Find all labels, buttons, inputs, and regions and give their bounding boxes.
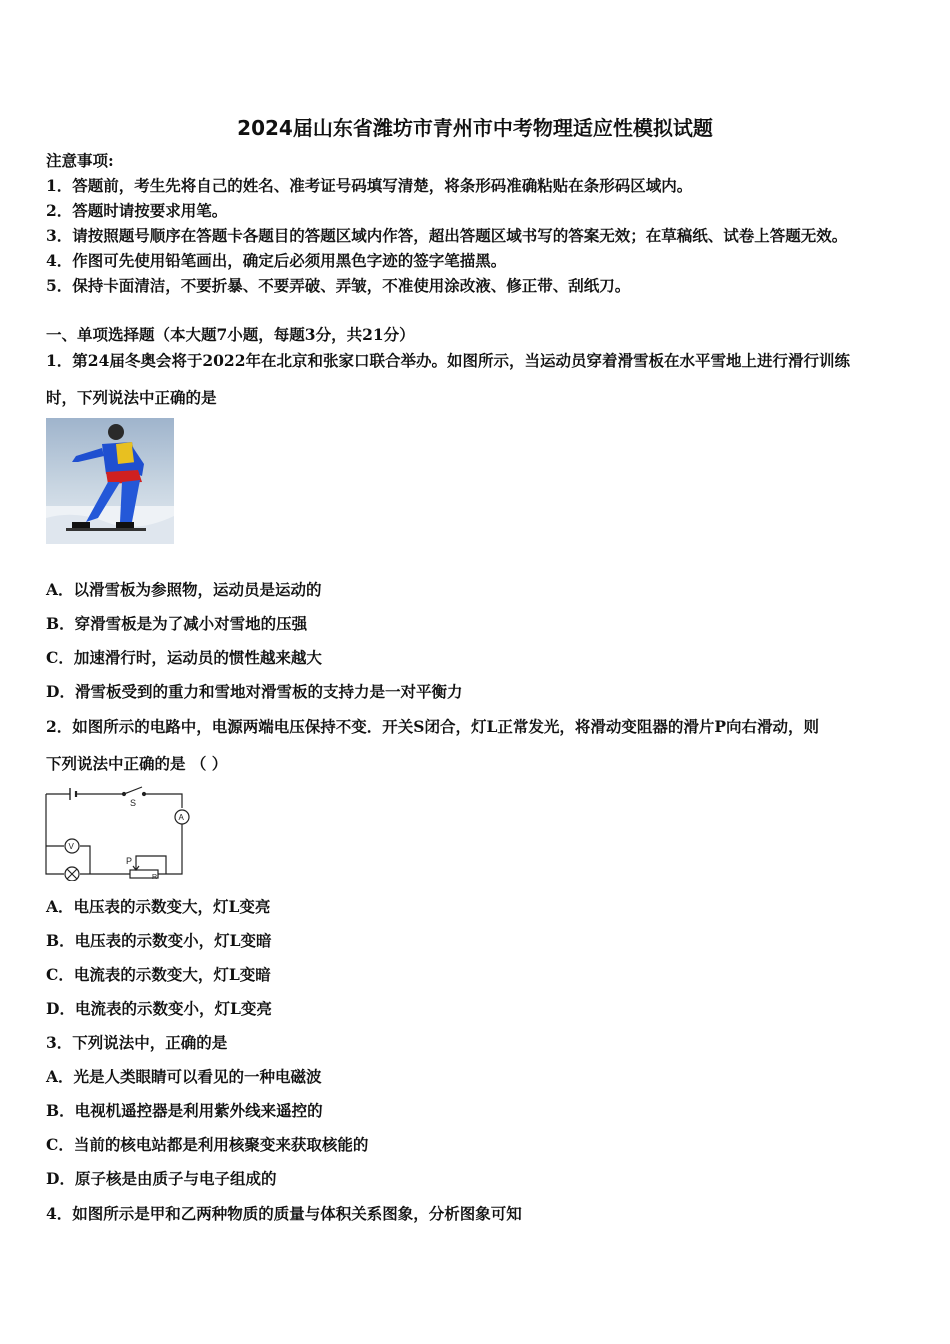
switch-label: S: [130, 798, 137, 808]
q2-option-a: A．电压表的示数变大，灯L变亮: [46, 897, 271, 916]
q3-option-a: A．光是人类眼睛可以看见的一种电磁波: [46, 1067, 322, 1086]
q4-stem: 4．如图所示是甲和乙两种物质的质量与体积关系图象，分析图象可知: [46, 1204, 522, 1223]
notice-item-3: 3．请按照题号顺序在答题卡各题目的答题区域内作答，超出答题区域书写的答案无效；在草稿纸、试卷上答题无效。: [46, 226, 848, 245]
voltmeter-label: V: [68, 842, 74, 851]
q2-option-c: C．电流表的示数变大，灯L变暗: [46, 965, 271, 984]
left-wire: [46, 794, 64, 874]
notice-heading: 注意事项:: [46, 151, 114, 170]
notice-item-1: 1．答题前，考生先将自己的姓名、准考证号码填写清楚，将条形码准确粘贴在条形码区域内。: [46, 176, 693, 195]
notice-item-4: 4．作图可先使用铅笔画出，确定后必须用黑色字迹的签字笔描黑。: [46, 251, 507, 270]
q3-option-d: D．原子核是由质子与电子组成的: [46, 1169, 277, 1188]
notice-item-5: 5．保持卡面清洁，不要折暴、不要弄破、弄皱，不准使用涂改液、修正带、刮纸刀。: [46, 276, 631, 295]
q3-option-c: C．当前的核电站都是利用核聚变来获取核能的: [46, 1135, 369, 1154]
slider-wire: [136, 856, 166, 874]
circuit-diagram: [40, 786, 195, 881]
notice-item-2: 2．答题时请按要求用笔。: [46, 201, 228, 220]
q1-option-d: D．滑雪板受到的重力和雪地对滑雪板的支持力是一对平衡力: [46, 682, 463, 701]
q1-stem-line2: 时，下列说法中正确的是: [46, 388, 217, 407]
top-wire: [46, 794, 182, 808]
q2-stem-line2: 下列说法中正确的是 （ ）: [46, 754, 228, 773]
resistor-label: R: [152, 874, 158, 881]
section-heading: 一、单项选择题（本大题7小题，每题3分，共21分）: [46, 325, 415, 344]
q1-option-a: A．以滑雪板为参照物，运动员是运动的: [46, 580, 322, 599]
switch-blade: [124, 787, 142, 794]
page-title: 2024届山东省潍坊市青州市中考物理适应性模拟试题: [237, 116, 713, 140]
slider-label: P: [126, 856, 133, 866]
q3-option-b: B．电视机遥控器是利用紫外线来遥控的: [46, 1101, 323, 1120]
q2-option-d: D．电流表的示数变小，灯L变亮: [46, 999, 272, 1018]
q1-stem-line1: 1．第24届冬奥会将于2022年在北京和张家口联合举办。如图所示，当运动员穿着滑雪板在水平雪地上进行滑行训练: [46, 351, 850, 370]
q1-option-c: C．加速滑行时，运动员的惯性越来越大: [46, 648, 322, 667]
ammeter-label: A: [178, 813, 184, 822]
skier-photo: [46, 418, 174, 544]
q2-option-b: B．电压表的示数变小，灯L变暗: [46, 931, 272, 950]
q3-stem: 3．下列说法中，正确的是: [46, 1033, 228, 1052]
q1-option-b: B．穿滑雪板是为了减小对雪地的压强: [46, 614, 308, 633]
q2-stem-line1: 2．如图所示的电路中，电源两端电压保持不变．开关S闭合，灯L正常发光，将滑动变阻器的滑片P向右滑动，则: [46, 717, 820, 736]
